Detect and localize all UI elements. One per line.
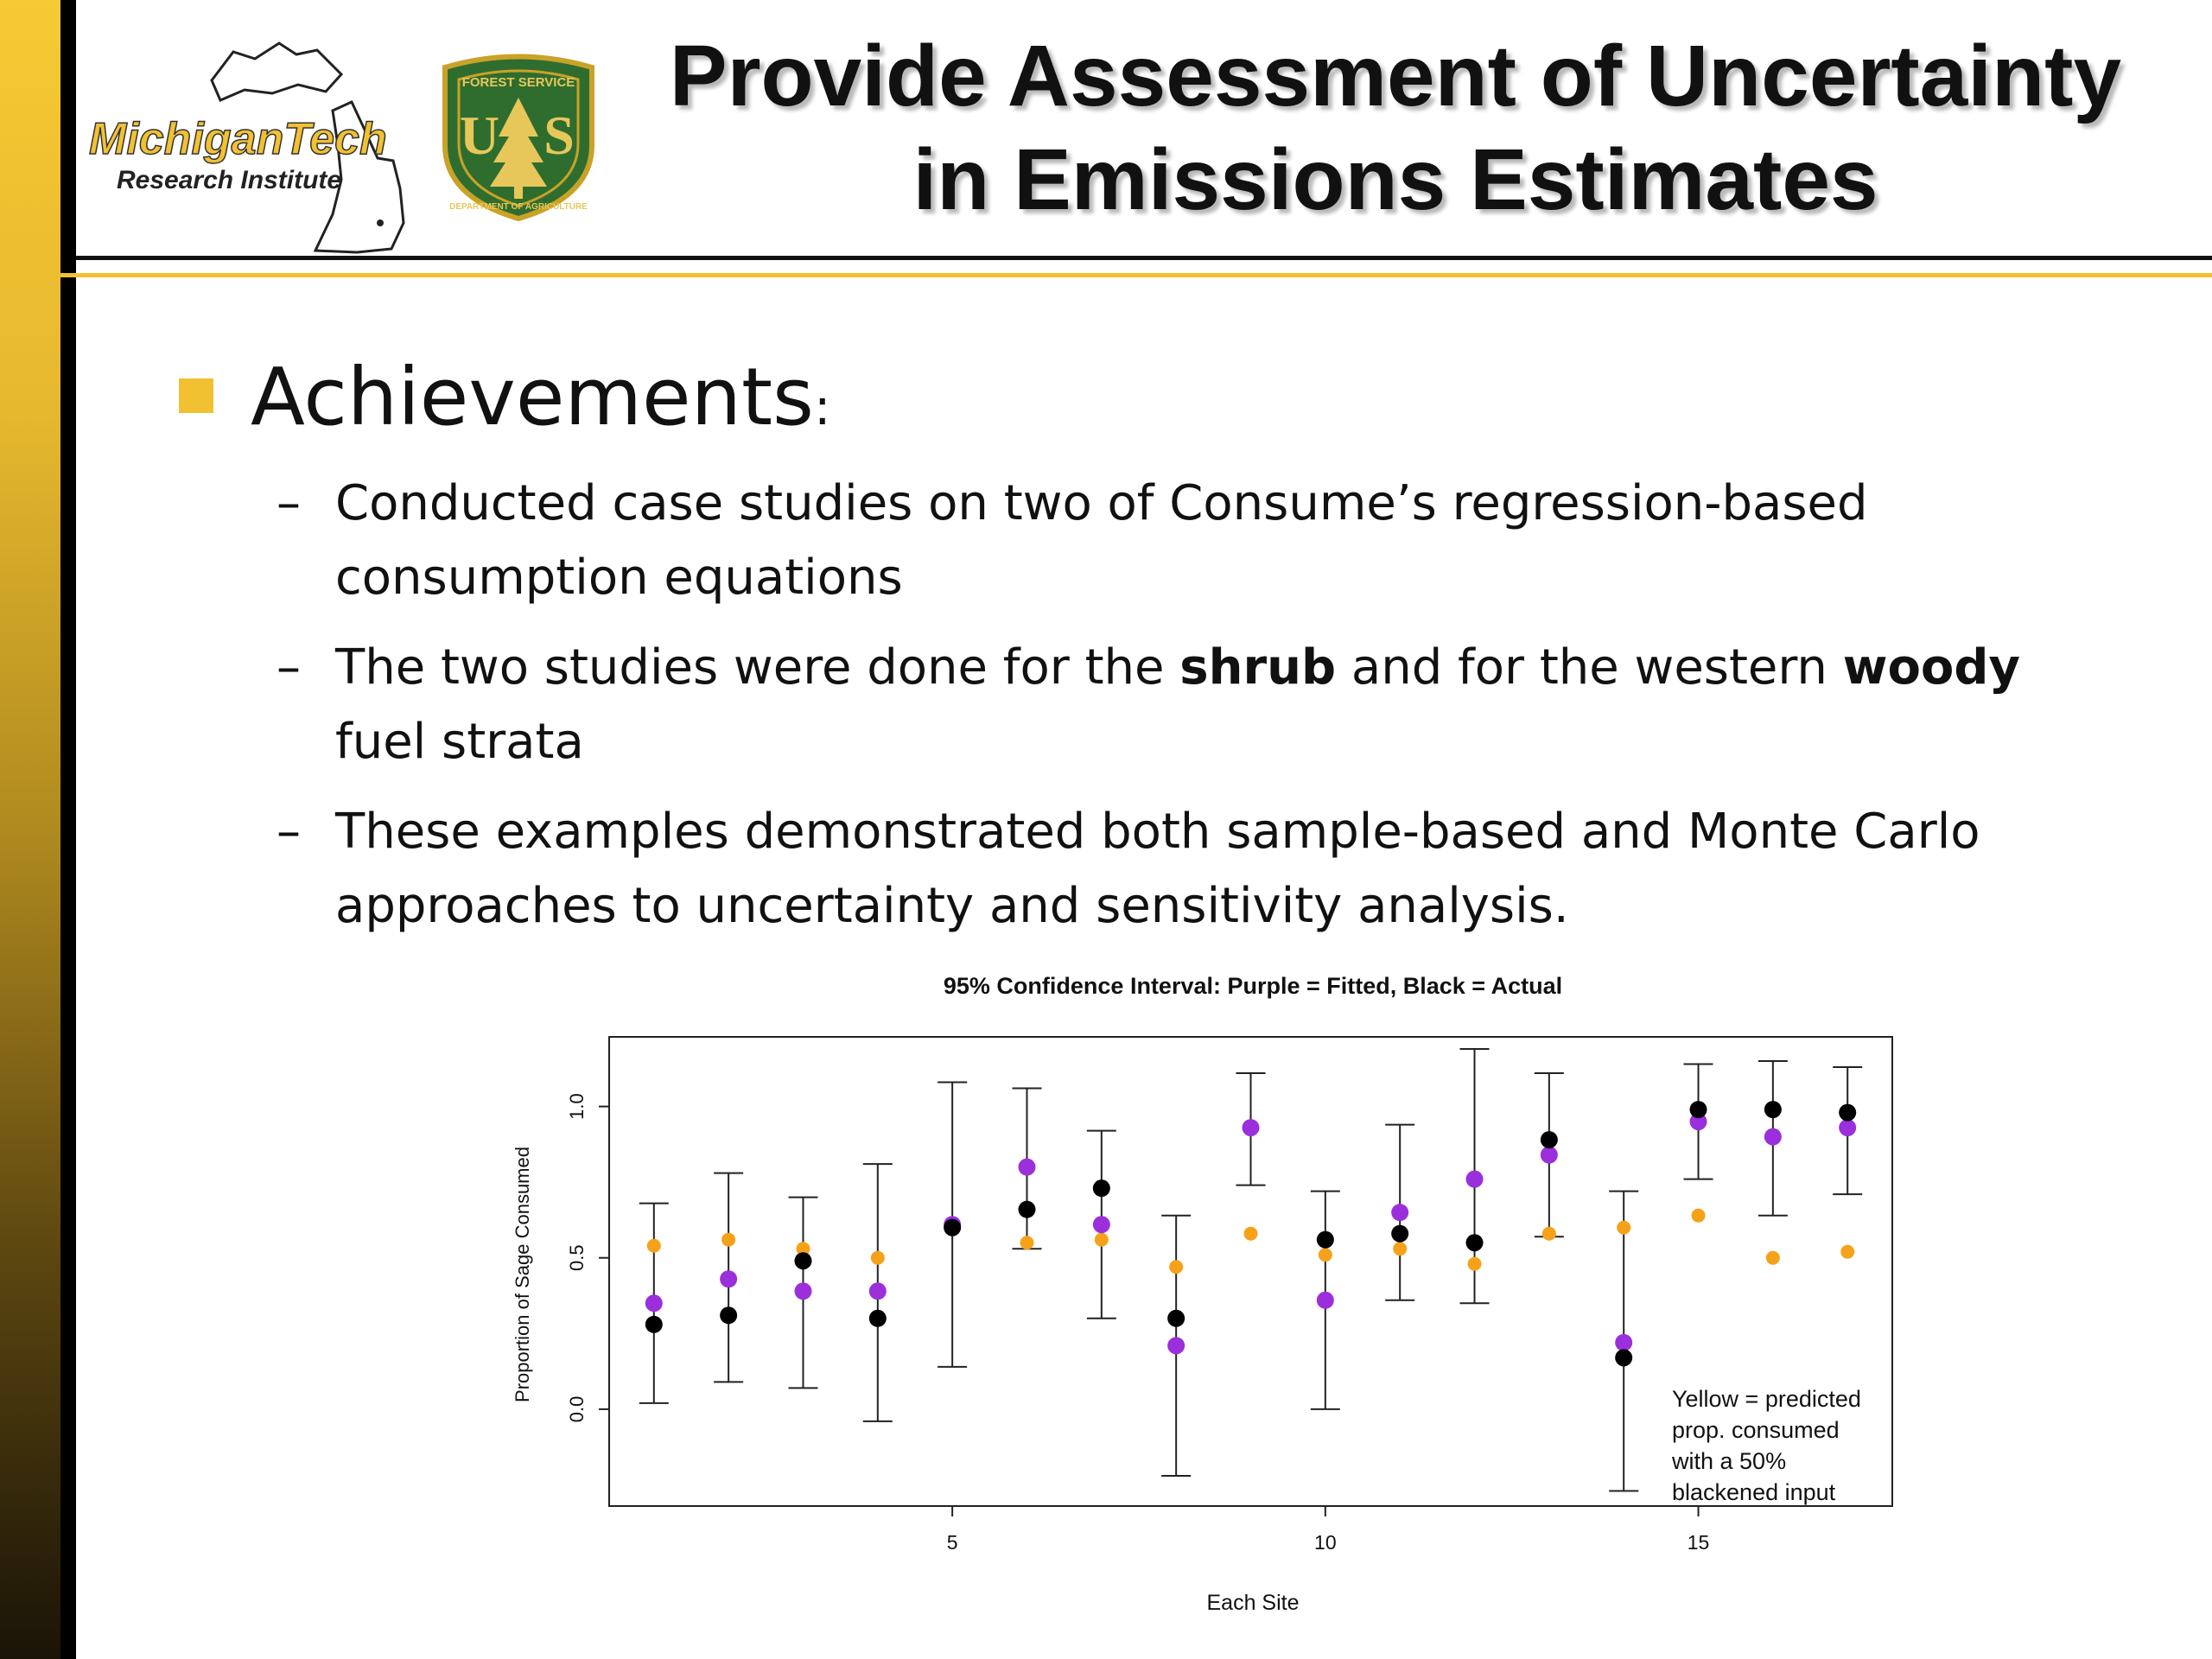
point-actual bbox=[794, 1252, 811, 1269]
list-item bbox=[276, 795, 2126, 944]
point-yellow bbox=[1393, 1242, 1407, 1255]
list-item-text: These examples demonstrated both sample-based and Monte Carlo approaches to uncertainty and sensitivity analysis. bbox=[335, 804, 1980, 934]
point-fitted bbox=[869, 1282, 887, 1300]
y-tick-label: 0.0 bbox=[566, 1395, 588, 1423]
point-yellow bbox=[1766, 1251, 1780, 1265]
point-fitted bbox=[1317, 1292, 1334, 1309]
point-actual bbox=[1839, 1104, 1856, 1122]
header-rule bbox=[76, 256, 2212, 260]
point-actual bbox=[944, 1219, 961, 1236]
point-fitted bbox=[1018, 1159, 1035, 1176]
point-fitted bbox=[794, 1282, 811, 1300]
y-axis-label: Proportion of Sage Consumed bbox=[512, 1147, 533, 1402]
dash-icon: – bbox=[276, 804, 301, 860]
svg-text:FOREST SERVICE: FOREST SERVICE bbox=[461, 75, 575, 90]
point-fitted bbox=[1541, 1147, 1558, 1164]
point-actual bbox=[720, 1306, 737, 1324]
point-fitted bbox=[645, 1294, 663, 1312]
point-fitted bbox=[1764, 1128, 1782, 1146]
point-yellow bbox=[721, 1233, 735, 1247]
svg-text:DEPARTMENT OF AGRICULTURE: DEPARTMENT OF AGRICULTURE bbox=[449, 202, 588, 212]
list-item-text: The two studies were done for the bbox=[335, 639, 1180, 696]
mtu-logo-text: MichiganTech bbox=[89, 114, 387, 164]
point-actual bbox=[1167, 1310, 1185, 1327]
dash-icon: – bbox=[276, 639, 301, 696]
bullet-square-icon bbox=[179, 378, 213, 413]
forest-service-shield-icon bbox=[436, 50, 601, 223]
list-item: – The two studies were done for the shrub and for the western woody fuel strata bbox=[276, 631, 2126, 779]
confidence-interval-chart bbox=[484, 950, 1953, 1624]
point-fitted bbox=[1615, 1334, 1632, 1351]
annotation-line: prop. consumed bbox=[1672, 1417, 1840, 1443]
point-yellow bbox=[1468, 1257, 1482, 1271]
point-actual bbox=[645, 1316, 663, 1333]
point-actual bbox=[1764, 1101, 1782, 1118]
emphasis-shrub: shrub bbox=[1179, 639, 1337, 696]
x-tick-label: 15 bbox=[1687, 1531, 1710, 1554]
x-tick-label: 5 bbox=[946, 1531, 958, 1554]
sidebar-gradient bbox=[0, 0, 60, 1659]
mtu-logo-subtext: Research Institute bbox=[117, 166, 342, 194]
point-actual bbox=[1093, 1179, 1110, 1197]
point-fitted bbox=[1093, 1216, 1110, 1233]
chart-title: 95% Confidence Interval: Purple = Fitted, Black = Actual bbox=[943, 973, 1563, 999]
point-actual bbox=[869, 1310, 887, 1327]
title-line-1: Provide Assessment of Uncertainty bbox=[669, 28, 2122, 124]
annotation-line: Yellow = predicted bbox=[1672, 1386, 1861, 1412]
point-actual bbox=[1018, 1201, 1035, 1218]
svg-text:S: S bbox=[543, 105, 575, 166]
achievements-list bbox=[276, 467, 2126, 959]
list-item-text: Conducted case studies on two of Consume’s regression-based consumption equations bbox=[335, 475, 1868, 606]
point-fitted bbox=[1391, 1204, 1408, 1221]
point-fitted bbox=[720, 1270, 737, 1287]
point-yellow bbox=[1319, 1248, 1332, 1262]
point-actual bbox=[1690, 1101, 1707, 1118]
point-yellow bbox=[1692, 1209, 1706, 1223]
annotation-line: blackened input bbox=[1672, 1479, 1836, 1505]
page-title bbox=[605, 24, 2186, 232]
svg-text:U: U bbox=[459, 105, 500, 166]
point-fitted bbox=[1466, 1171, 1484, 1188]
point-actual bbox=[1317, 1231, 1334, 1249]
point-yellow bbox=[871, 1251, 885, 1265]
point-fitted bbox=[1167, 1337, 1185, 1354]
point-yellow bbox=[1095, 1233, 1109, 1247]
y-tick-label: 0.5 bbox=[566, 1244, 588, 1272]
point-yellow bbox=[647, 1239, 661, 1253]
point-fitted bbox=[1839, 1119, 1856, 1136]
point-yellow bbox=[1169, 1260, 1183, 1274]
point-actual bbox=[1541, 1131, 1558, 1148]
achievements-heading: Achievements: bbox=[251, 351, 831, 443]
title-line-2: in Emissions Estimates bbox=[912, 131, 1878, 228]
point-yellow bbox=[1244, 1227, 1258, 1241]
point-actual bbox=[1615, 1349, 1632, 1366]
emphasis-woody: woody bbox=[1842, 639, 2020, 696]
header-rule-gold bbox=[60, 273, 2212, 277]
point-actual bbox=[1466, 1234, 1484, 1251]
sidebar-stripe bbox=[60, 0, 76, 1659]
point-fitted bbox=[1243, 1119, 1260, 1136]
dash-icon: – bbox=[276, 475, 301, 531]
point-yellow bbox=[1617, 1221, 1630, 1235]
michigan-tech-logo bbox=[82, 7, 428, 257]
point-yellow bbox=[1840, 1245, 1854, 1259]
point-yellow bbox=[1020, 1236, 1033, 1249]
point-actual bbox=[1391, 1225, 1408, 1243]
x-axis-label: Each Site bbox=[1206, 1591, 1300, 1615]
point-yellow bbox=[1542, 1227, 1556, 1241]
list-item bbox=[276, 467, 2126, 615]
y-tick-label: 1.0 bbox=[566, 1093, 588, 1120]
annotation-line: with a 50% bbox=[1672, 1448, 1787, 1474]
x-tick-label: 10 bbox=[1314, 1531, 1337, 1554]
